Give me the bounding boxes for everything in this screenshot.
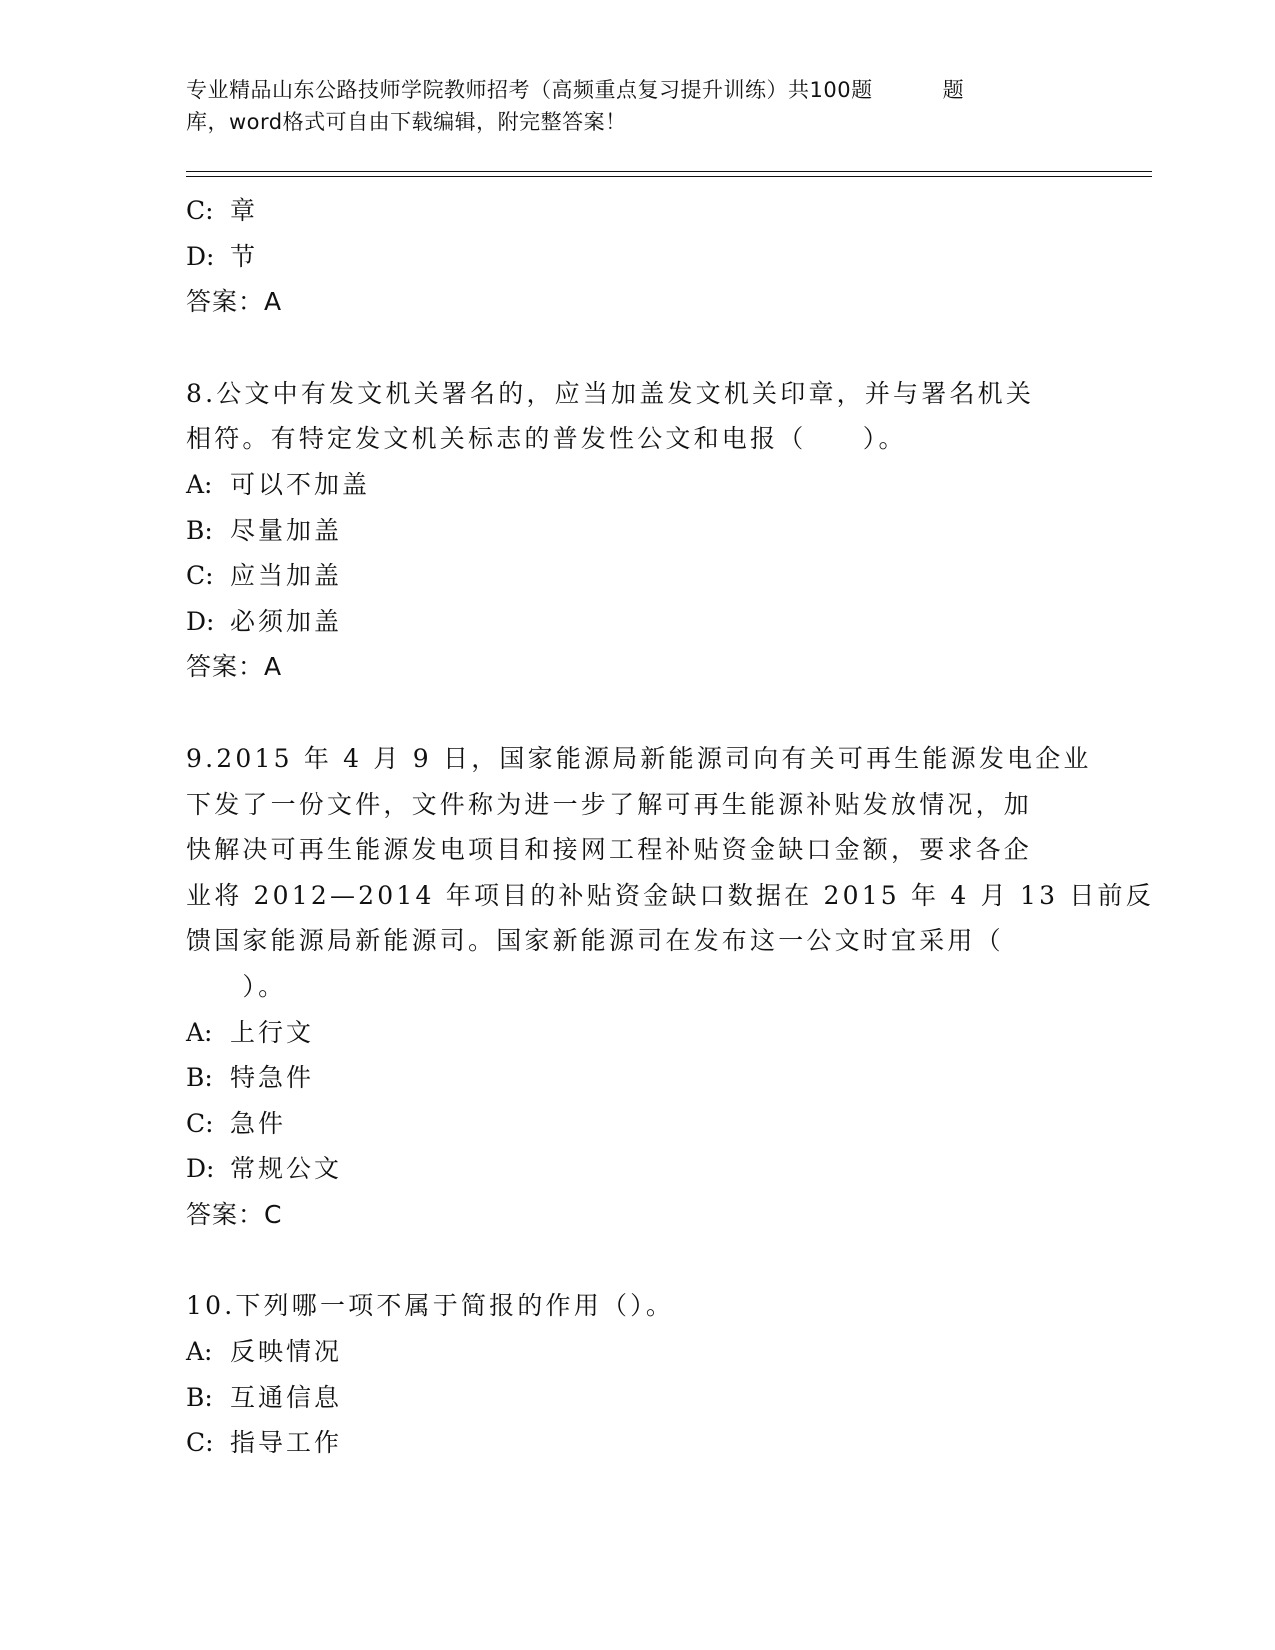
option-a: A: 反映情况: [186, 1337, 343, 1367]
header-line-1: 专业精品山东公路技师学院教师招考（高频重点复习提升训练）共100题 题: [186, 78, 965, 102]
option-d: D: 常规公文: [186, 1154, 343, 1184]
option-b: B: 特急件: [186, 1063, 315, 1093]
option-c: C: 指导工作: [186, 1428, 343, 1458]
option-c: C: 章: [186, 196, 259, 225]
option-b: B: 互通信息: [186, 1382, 343, 1412]
option-d: D: 节: [186, 241, 259, 271]
question-10: [186, 1283, 1086, 1465]
question-text: 8.公文中有发文机关署名的，应当加盖发文机关印章，并与署名机关 相符。有特定发文机关标志的普发性公文和电报（ ）。: [186, 378, 1035, 454]
option-c: C: 应当加盖: [186, 561, 343, 591]
option-d: D: 必须加盖: [186, 606, 343, 636]
question-9: [186, 736, 1154, 1238]
answer: 答案：C: [186, 1199, 283, 1229]
answer: 答案：A: [186, 287, 283, 317]
option-b: B: 尽量加盖: [186, 515, 343, 545]
answer: 答案：A: [186, 652, 283, 682]
header-rule-top: [186, 171, 1152, 172]
header-rule-bottom: [186, 176, 1152, 177]
question-text: 10.下列哪一项不属于简报的作用（）。: [186, 1291, 675, 1321]
option-c: C: 急件: [186, 1108, 287, 1138]
question-7: [186, 188, 1086, 325]
header-line-2: 库，word格式可自由下载编辑，附完整答案！: [186, 110, 627, 134]
page-header: [186, 74, 1086, 138]
question-8: [186, 371, 1086, 690]
option-a: A: 上行文: [186, 1017, 315, 1047]
option-a: A: 可以不加盖: [186, 469, 371, 499]
question-text: 9.2015 年 4 月 9 日，国家能源局新能源司向有关可再生能源发电企业 下发了一份文件，文件称为进一步了解可再生能源补贴发放情况，加 快解决可再生能源发电项目和接网工程补贴资金缺口金额，要求各企 业将 2012—2014 年项目的补贴资金缺口数据在 2015 年 4 月 13 日前反 馈国家能源局新能源司。国家新能源司在发布这一公文时宜采用（ ）。: [186, 743, 1154, 1001]
question-list: [186, 188, 1154, 1466]
